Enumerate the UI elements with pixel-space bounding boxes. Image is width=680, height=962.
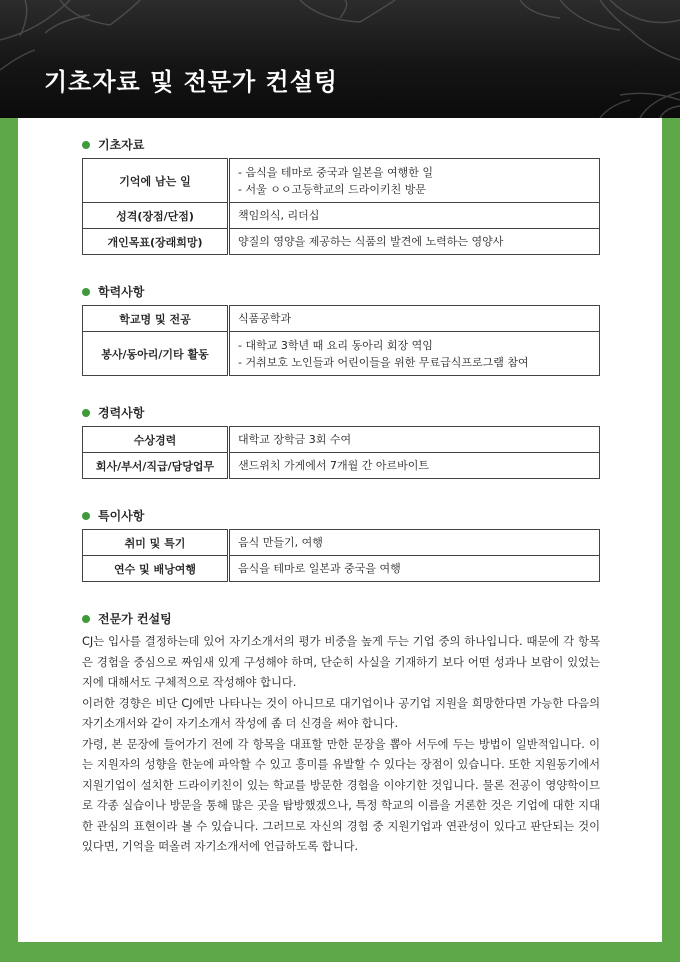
table-row	[83, 453, 600, 479]
section-title-text: 전문가 컨설팅	[98, 612, 172, 626]
row-value: 음식 만들기, 여행	[229, 530, 600, 556]
table-row	[83, 229, 600, 255]
section-title	[82, 610, 600, 628]
row-label: 학교명 및 전공	[83, 306, 229, 332]
section-title	[82, 283, 600, 301]
row-label: 기억에 남는 일	[83, 159, 229, 203]
table-row	[83, 332, 600, 376]
row-value	[229, 332, 600, 376]
education-table	[82, 305, 600, 376]
value-line: - 서울 ㅇㅇ고등학교의 드라이키친 방문	[238, 182, 426, 196]
section-title	[82, 507, 600, 525]
value-line: - 대학교 3학년 때 요리 동아리 회장 역임	[238, 338, 433, 352]
row-value: 식품공학과	[229, 306, 600, 332]
section-basic	[82, 136, 600, 255]
special-table	[82, 529, 600, 582]
basic-info-table	[82, 158, 600, 255]
table-row	[83, 427, 600, 453]
table-row	[83, 530, 600, 556]
page-title: 기초자료 및 전문가 컨설팅	[44, 68, 339, 96]
career-table	[82, 426, 600, 479]
page-header	[0, 0, 680, 118]
consulting-paragraph: CJ는 입사를 결정하는데 있어 자기소개서의 평가 비중을 높게 두는 기업 중의 하나입니다. 때문에 각 항목은 경험을 중심으로 짜임새 있게 구성해야 하며, 단순히 사실을 기재하기 보다 어떤 성과나 보람이 있었는지에 대해서도 구체적으로 작성해야 합니다.	[82, 635, 600, 689]
row-label: 성격(장점/단점)	[83, 203, 229, 229]
section-title-text: 경력사항	[98, 406, 145, 420]
section-title-text: 학력사항	[98, 285, 145, 299]
section-special	[82, 507, 600, 582]
table-row	[83, 159, 600, 203]
row-value: 샌드위치 가게에서 7개월 간 아르바이트	[229, 453, 600, 479]
bullet-icon	[82, 615, 90, 623]
section-title	[82, 404, 600, 422]
row-label: 연수 및 배낭여행	[83, 556, 229, 582]
section-title-text: 특이사항	[98, 509, 145, 523]
value-line: - 음식을 테마로 중국과 일본을 여행한 일	[238, 165, 433, 179]
row-value	[229, 159, 600, 203]
row-value: 양질의 영양을 제공하는 식품의 발견에 노력하는 영양사	[229, 229, 600, 255]
table-row	[83, 306, 600, 332]
section-consulting	[82, 610, 600, 858]
row-label: 회사/부서/직급/담당업무	[83, 453, 229, 479]
bullet-icon	[82, 409, 90, 417]
section-education	[82, 283, 600, 376]
row-label: 개인목표(장래희망)	[83, 229, 229, 255]
row-label: 봉사/동아리/기타 활동	[83, 332, 229, 376]
consulting-paragraph: 이러한 경향은 비단 CJ에만 나타나는 것이 아니므로 대기업이나 공기업 지원을 희망한다면 가능한 다음의 자기소개서와 같이 자기소개서 작성에 좀 더 신경을 써야 합니다.	[82, 696, 600, 730]
bullet-icon	[82, 512, 90, 520]
table-row	[83, 556, 600, 582]
bullet-icon	[82, 141, 90, 149]
row-value: 음식을 테마로 일본과 중국을 여행	[229, 556, 600, 582]
consulting-paragraph: 가령, 본 문장에 들어가기 전에 각 항목을 대표할 만한 문장을 뽑아 서두에 두는 방법이 일반적입니다. 이는 지원자의 성향을 한눈에 파악할 수 있고 흥미를 유발할 수 있다는 장점이 있습니다. 또한 지원동기에서 지원기업이 설치한 드라이키친이 있는 학교를 방문한 경험을 이야기한 것입니다. 물론 전공이 영양학이므로 각종 실습이나 방문을 통해 많은 곳을 탐방했겠으나, 특정 학교의 이름을 거론한 것은 기업에 대한 지대한 관심의 표현이라 볼 수 있습니다. 그러므로 자신의 경험 중 지원기업과 연관성이 있다고 판단되는 것이 있다면, 기억을 떠올려 자기소개서에 언급하도록 합니다.	[82, 737, 600, 853]
row-label: 취미 및 특기	[83, 530, 229, 556]
bullet-icon	[82, 288, 90, 296]
row-value: 책임의식, 리더십	[229, 203, 600, 229]
section-title-text: 기초자료	[98, 138, 145, 152]
table-row	[83, 203, 600, 229]
row-label: 수상경력	[83, 427, 229, 453]
value-line: - 거취보호 노인들과 어린이들을 위한 무료급식프로그램 참여	[238, 355, 529, 369]
section-title	[82, 136, 600, 154]
section-career	[82, 404, 600, 479]
row-value: 대학교 장학금 3회 수여	[229, 427, 600, 453]
tree-branch-decoration	[0, 0, 680, 118]
